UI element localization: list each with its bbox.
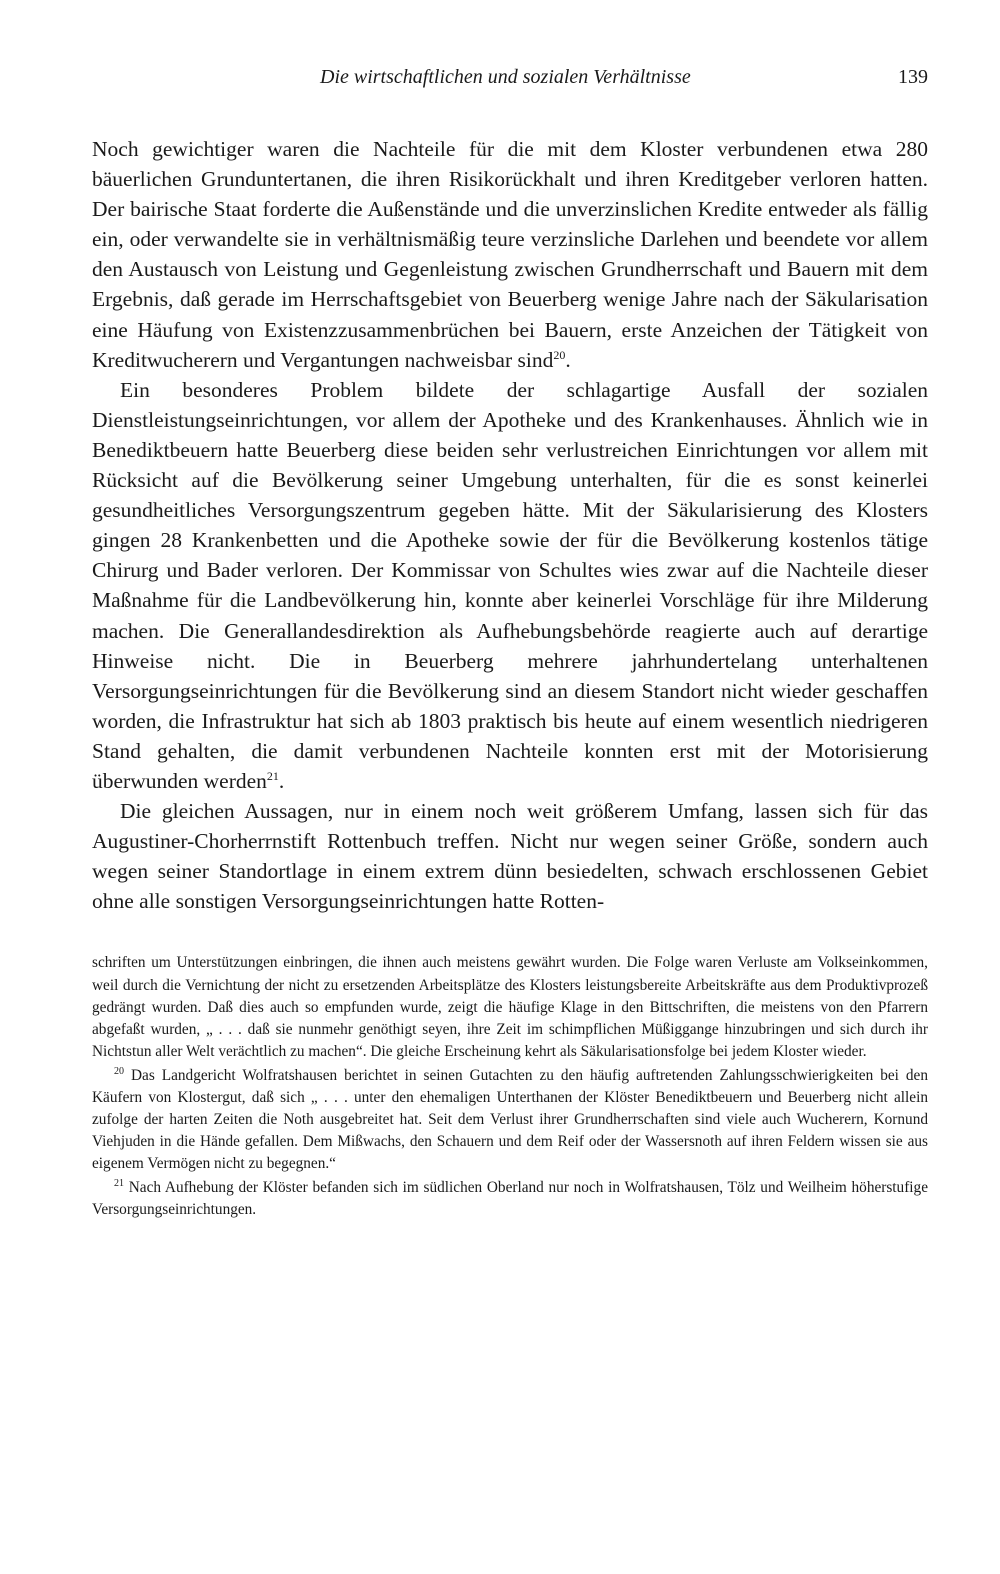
paragraph-text: Noch gewichtiger waren die Nachteile für die mit dem Kloster verbundenen etwa 280 bäuerlichen Grunduntertanen, die ihren Risikorückhalt und ihren Kreditgeber verloren hatten. Der bairische Staat forderte die Außenstände und die unverzinslichen Kredite entweder als fällig ein, oder verwandelte sie in verhältnismäßig teure verzinsliche Darlehen und beendete vor allem den Austausch von Leistung und Gegenleistung zwischen Grundherrschaft und Bauern mit dem Ergebnis, daß gerade im Herrschaftsgebiet von Beuerberg wenige Jahre nach der Säkularisation eine Häufung von Existenzzusammenbrüchen bei Bauern, erste Anzeichen der Tätigkeit von Kreditwucherern und Vergantungen nachweisbar sind — [92, 137, 928, 372]
footnotes — [92, 952, 928, 1221]
paragraph-tail: . — [278, 768, 285, 793]
footnote-number: 20 — [114, 1065, 124, 1077]
body-text — [92, 134, 928, 916]
paragraph-3 — [92, 796, 928, 916]
footnote-text: Nach Aufhebung der Klöster befanden sich im südlichen Oberland nur noch in Wolfratshausen, Tölz und Weilheim höherstufige Versorgungseinrichtungen. — [92, 1179, 928, 1219]
paragraph-text: Die gleichen Aussagen, nur in einem noch weit größerem Umfang, lassen sich für das Augustiner-Chorherrnstift Rottenbuch treffen. Nicht nur wegen seiner Größe, sondern auch wegen seiner Standortlage in einem extrem dünn besiedelten, schwach erschlossenen Gebiet ohne alle sonstigen Versorgungseinrichtungen hatte Rotten- — [92, 799, 928, 914]
footnote-continuation: schriften um Unterstützungen einbringen, die ihnen auch meistens gewährt wurden. Die Folge waren Verluste am Volkseinkommen, weil durch die Vernichtung der nicht zu ersetzenden Arbeitsplätze des Klosters leistungsbereite Arbeitskräfte aus dem Produktivprozeß gedrängt wurden. Daß dies auch so empfunden wurde, zeigt die häufige Klage in den Bittschriften, die meistens von den Pfarrern abgefaßt wurden, „ . . . daß sie nunmehr genöthigt seyen, ihre Zeit im schimpflichen Müßiggange hinzubringen und sich durch ihr Nichtstun aller Welt verächtlich zu machen“. Die gleiche Erscheinung kehrt als Säkularisationsfolge bei jedem Kloster wieder. — [92, 954, 928, 1060]
footnote-21 — [92, 1177, 928, 1221]
footnote-ref-21: 21 — [266, 768, 279, 783]
running-title: Die wirtschaftlichen und sozialen Verhältnisse — [320, 66, 691, 88]
page-number: 139 — [898, 66, 928, 88]
paragraph-tail: . — [565, 347, 571, 372]
paragraph-1 — [92, 134, 928, 375]
running-head — [92, 66, 928, 106]
footnote-text: Das Landgericht Wolfratshausen berichtet in seinen Gutachten zu den häufig auftretenden Zahlungsschwierigkeiten bei den Käufern von Klostergut, daß sich „ . . . unter den ehemaligen Unterthanen der Klöster Benediktbeuern und Beuerberg nicht allein zufolge der harten Zeiten die Noth ausgebreitet hat. Seit dem Verlust ihrer Grundherrschaften sind viele auch Wucherern, Kornund Viehjuden in die Hände gefallen. Dem Mißwachs, den Schauern und dem Reif oder der Wassersnoth auf ihren Feldern wissen sie aus eigenem Vermögen nicht zu begegnen.“ — [92, 1066, 928, 1173]
footnote-ref-20: 20 — [553, 347, 566, 362]
paragraph-2 — [92, 375, 928, 796]
book-page — [92, 66, 928, 1222]
footnote-20 — [92, 1065, 928, 1175]
paragraph-text: Ein besonderes Problem bildete der schlagartige Ausfall der sozialen Dienstleistungseinrichtungen, vor allem der Apotheke und des Krankenhauses. Ähnlich wie in Benediktbeuern hatte Beuerberg diese beiden sehr verlustreichen Einrichtungen vor allem mit Rücksicht auf die Bevölkerung seiner Umgebung unterhalten, für die es sonst keinerlei gesundheitliches Versorgungszentrum gegeben hätte. Mit der Säkularisierung des Klosters gingen 28 Krankenbetten und die Apotheke sowie der für die Bevölkerung kostenlos tätige Chirurg und Bader verloren. Der Kommissar von Schultes wies zwar auf die Nachteile dieser Maßnahme für die Landbevölkerung hin, konnte aber keinerlei Vorschläge für ihre Milderung machen. Die Generallandesdirektion als Aufhebungsbehörde reagierte auch auf derartige Hinweise nicht. Die in Beuerberg mehrere jahrhundertelang unterhaltenen Versorgungseinrichtungen für die Bevölkerung sind an diesem Standort nicht wieder geschaffen worden, die Infrastruktur hat sich ab 1803 praktisch bis heute auf einem wesentlich niedrigeren Stand gehalten, die damit verbundenen Nachteile konnten erst mit der Motorisierung überwunden werden — [92, 377, 928, 793]
footnote-number: 21 — [114, 1178, 124, 1190]
